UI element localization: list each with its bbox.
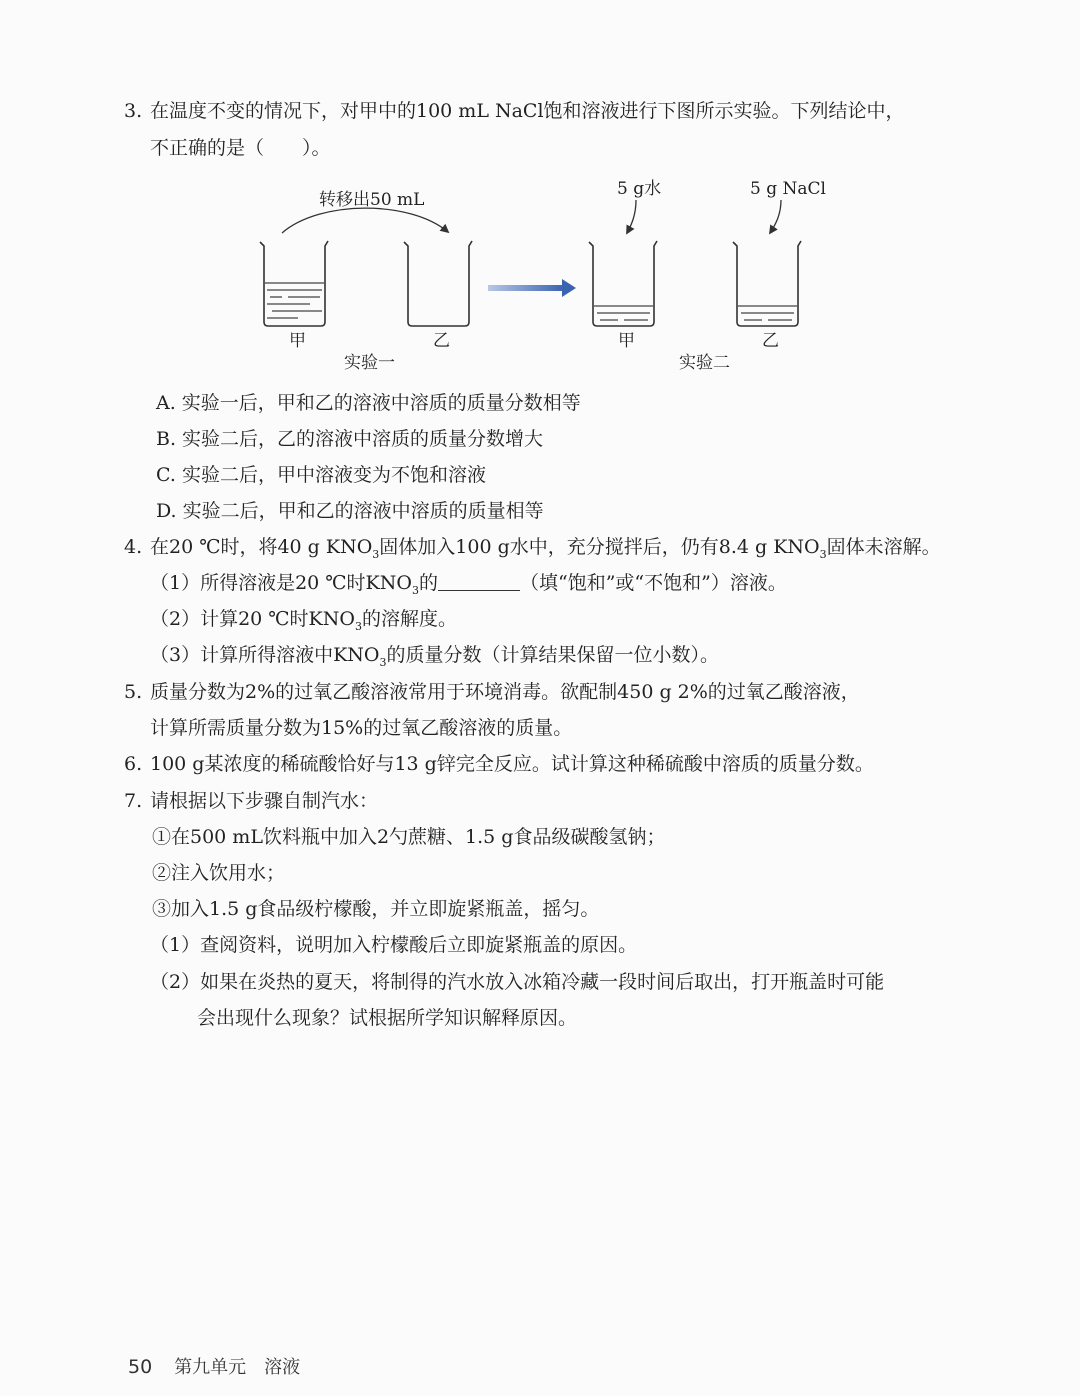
q7-step1: ①在500 mL饮料瓶中加入2勺蔗糖、1.5 g食品级碳酸氢钠；: [152, 826, 666, 848]
subscript-3: 3: [379, 655, 387, 669]
q3-option-d: D. 实验二后，甲和乙的溶液中溶质的质量相等: [156, 500, 544, 522]
q3-number: 3.: [124, 100, 143, 122]
q4-text-b: 固体加入100 g水中，充分搅拌后，仍有8.4 g KNO: [379, 536, 820, 558]
page-footer: [128, 1354, 300, 1381]
q4-sub3-text-a: （3）计算所得溶液中KNO: [150, 644, 380, 666]
page-number: 50: [128, 1356, 153, 1378]
q4-number: 4.: [124, 536, 143, 558]
q4-sub2-text-b: 的溶解度。: [361, 608, 457, 630]
q6-number: 6.: [124, 753, 143, 775]
q4-sub3: [150, 641, 719, 669]
beaker-a-exp1: [260, 241, 328, 326]
beaker-b-label-exp1: 乙: [433, 331, 450, 351]
nacl-add-arrow: [770, 200, 781, 233]
q4-sub1-text-b: 的: [418, 572, 438, 594]
q5-number: 5.: [124, 681, 143, 703]
q7-number: 7.: [124, 790, 143, 812]
chapter-title: 第九单元 溶液: [174, 1357, 301, 1378]
q5-line2: 计算所需质量分数为15%的过氧乙酸溶液的质量。: [150, 717, 573, 739]
q4-sub1-text-c: （填“饱和”或“不饱和”）溶液。: [519, 572, 787, 594]
beaker-b-exp1: [404, 241, 472, 326]
beaker-a-label-exp2: 甲: [618, 331, 635, 351]
beaker-b-label-exp2: 乙: [762, 331, 779, 351]
q3-stem: 在温度不变的情况下，对甲中的100 mL NaCl饱和溶液进行下图所示实验。下列结论中，: [150, 100, 905, 122]
q4-text-a: 在20 ℃时，将40 g KNO: [150, 536, 373, 558]
transfer-arrow: [282, 208, 448, 233]
subscript-3: 3: [819, 547, 827, 561]
q5-line1: [124, 678, 860, 706]
subscript-3: 3: [354, 619, 362, 633]
q7-sub2-line2: 会出现什么现象？试根据所学知识解释原因。: [197, 1007, 578, 1029]
transfer-label: 转移出50 mL: [319, 190, 425, 210]
beaker-b-exp2: [733, 241, 801, 326]
beaker-a-exp2: [589, 241, 657, 326]
subscript-3: 3: [411, 583, 419, 597]
q5-stem: 质量分数为2%的过氧乙酸溶液常用于环境消毒。欲配制450 g 2%的过氧乙酸溶液，: [150, 681, 860, 703]
water-label: 5 g水: [617, 179, 662, 199]
beaker-a-label-exp1: 甲: [289, 331, 306, 351]
experiment-1-label: 实验一: [344, 353, 395, 373]
q7-step3: ③加入1.5 g食品级柠檬酸，并立即旋紧瓶盖，摇匀。: [152, 898, 600, 920]
q3-option-a: A. 实验一后，甲和乙的溶液中溶质的质量分数相等: [156, 392, 581, 414]
q7-line1: [124, 787, 378, 815]
process-arrow: [488, 279, 576, 297]
q4-sub2: [150, 605, 457, 633]
q4-sub1-text-a: （1）所得溶液是20 ℃时KNO: [150, 572, 412, 594]
q7-sub1: （1）查阅资料，说明加入柠檬酸后立即旋紧瓶盖的原因。: [150, 934, 638, 956]
experiment-diagram: [250, 170, 830, 380]
q3-option-b: B. 实验二后，乙的溶液中溶质的质量分数增大: [156, 428, 544, 450]
experiment-2-label: 实验二: [679, 353, 730, 373]
subscript-3: 3: [372, 547, 380, 561]
q4-text-c: 固体未溶解。: [826, 536, 941, 558]
q3-line2: 不正确的是（ ）。: [150, 137, 331, 159]
q6-line1: [124, 750, 874, 778]
q7-stem: 请根据以下步骤自制汽水：: [150, 790, 379, 812]
q4-sub3-text-b: 的质量分数（计算结果保留一位小数）。: [386, 644, 720, 666]
answer-blank[interactable]: [438, 572, 520, 591]
q3-line1: [124, 97, 905, 125]
q4-sub1: [150, 569, 787, 597]
nacl-label: 5 g NaCl: [750, 179, 826, 199]
q4-line1: [124, 533, 941, 561]
q3-option-c: C. 实验二后，甲中溶液变为不饱和溶液: [156, 464, 486, 486]
q7-sub2-line1: （2）如果在炎热的夏天，将制得的汽水放入冰箱冷藏一段时间后取出，打开瓶盖时可能: [150, 971, 885, 993]
q7-step2: ②注入饮用水；: [152, 862, 286, 884]
q6-stem: 100 g某浓度的稀硫酸恰好与13 g锌完全反应。试计算这种稀硫酸中溶质的质量分数。: [150, 753, 874, 775]
q4-sub2-text-a: （2）计算20 ℃时KNO: [150, 608, 355, 630]
water-add-arrow: [627, 200, 636, 233]
